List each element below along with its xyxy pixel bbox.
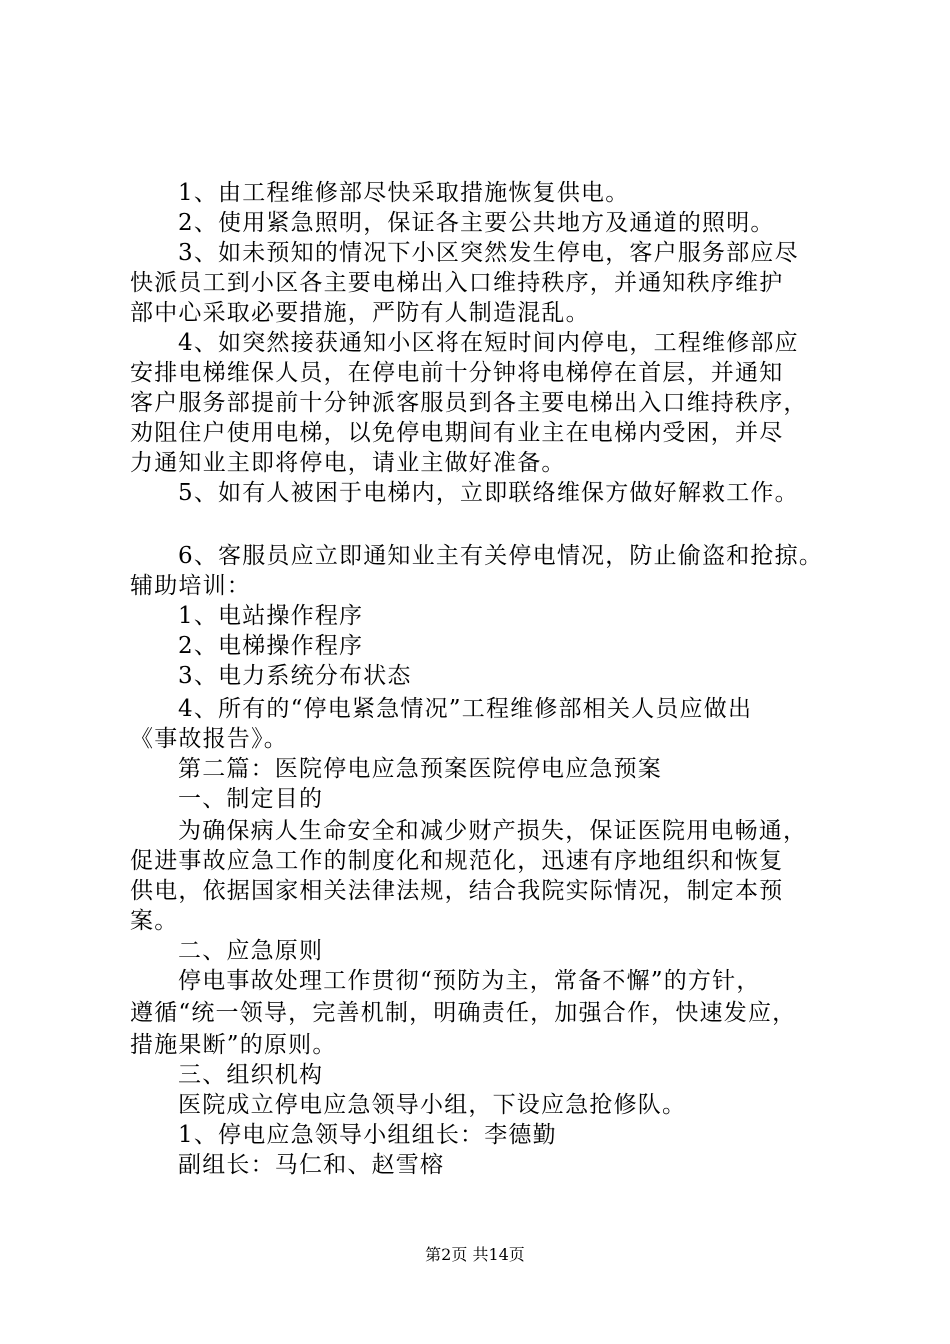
paragraph-line: 部中心采取必要措施，严防有人制造混乱。 (130, 300, 590, 326)
paragraph-line: 客户服务部提前十分钟派客服员到各主要电梯出入口维持秩序， (130, 390, 808, 416)
paragraph-line: 劝阻住户使用电梯，以免停电期间有业主在电梯内受困，并尽 (130, 420, 784, 446)
paragraph-line: 供电，依据国家相关法律法规，结合我院实际情况，制定本预 (130, 878, 784, 904)
paragraph-line: 医院成立停电应急领导小组，下设应急抢修队。 (178, 1092, 687, 1118)
section-heading: 一、制定目的 (178, 786, 324, 812)
section-heading: 二、应急原则 (178, 938, 324, 964)
paragraph-line: 6、客服员应立即通知业主有关停电情况，防止偷盗和抢掠。 (178, 543, 824, 569)
paragraph-line: 2、使用紧急照明，保证各主要公共地方及通道的照明。 (178, 210, 775, 236)
paragraph-line: 遵循“统一领导，完善机制，明确责任，加强合作，快速发应， (130, 1000, 797, 1026)
paragraph-line: 促进事故应急工作的制度化和规范化，迅速有序地组织和恢复 (130, 848, 784, 874)
paragraph-line: 安排电梯维保人员，在停电前十分钟将电梯停在首层，并通知 (130, 360, 784, 386)
paragraph-line: 辅助培训： (130, 573, 251, 599)
section-heading: 第二篇：医院停电应急预案医院停电应急预案 (178, 756, 662, 782)
paragraph-line: 快派员工到小区各主要电梯出入口维持秩序，并通知秩序维护 (130, 270, 784, 296)
paragraph-line: 4、所有的“停电紧急情况”工程维修部相关人员应做出 (178, 696, 753, 722)
paragraph-line: 为确保病人生命安全和减少财产损失，保证医院用电畅通， (178, 818, 808, 844)
paragraph-line: 4、如突然接获通知小区将在短时间内停电，工程维修部应 (178, 330, 799, 356)
paragraph-line: 3、如未预知的情况下小区突然发生停电，客户服务部应尽 (178, 240, 799, 266)
paragraph-line: 2、电梯操作程序 (178, 633, 364, 659)
paragraph-line: 1、电站操作程序 (178, 603, 364, 629)
paragraph-line: 1、由工程维修部尽快采取措施恢复供电。 (178, 180, 630, 206)
paragraph-line: 3、电力系统分布状态 (178, 663, 412, 689)
paragraph-line: 《事故报告》。 (130, 726, 288, 752)
paragraph-line: 力通知业主即将停电，请业主做好准备。 (130, 450, 566, 476)
paragraph-line: 措施果断”的原则。 (130, 1032, 337, 1058)
paragraph-line: 1、停电应急领导小组组长：李德勤 (178, 1122, 557, 1148)
paragraph-line: 停电事故处理工作贯彻“预防为主，常备不懈”的方针， (178, 968, 761, 994)
paragraph-line: 副组长：马仁和、赵雪榕 (178, 1152, 445, 1178)
page-number-footer: 第2页 共14页 (425, 1245, 525, 1264)
paragraph-line: 5、如有人被困于电梯内，立即联络维保方做好解救工作。 (178, 480, 799, 506)
paragraph-line: 案。 (130, 908, 179, 934)
section-heading: 三、组织机构 (178, 1062, 324, 1088)
